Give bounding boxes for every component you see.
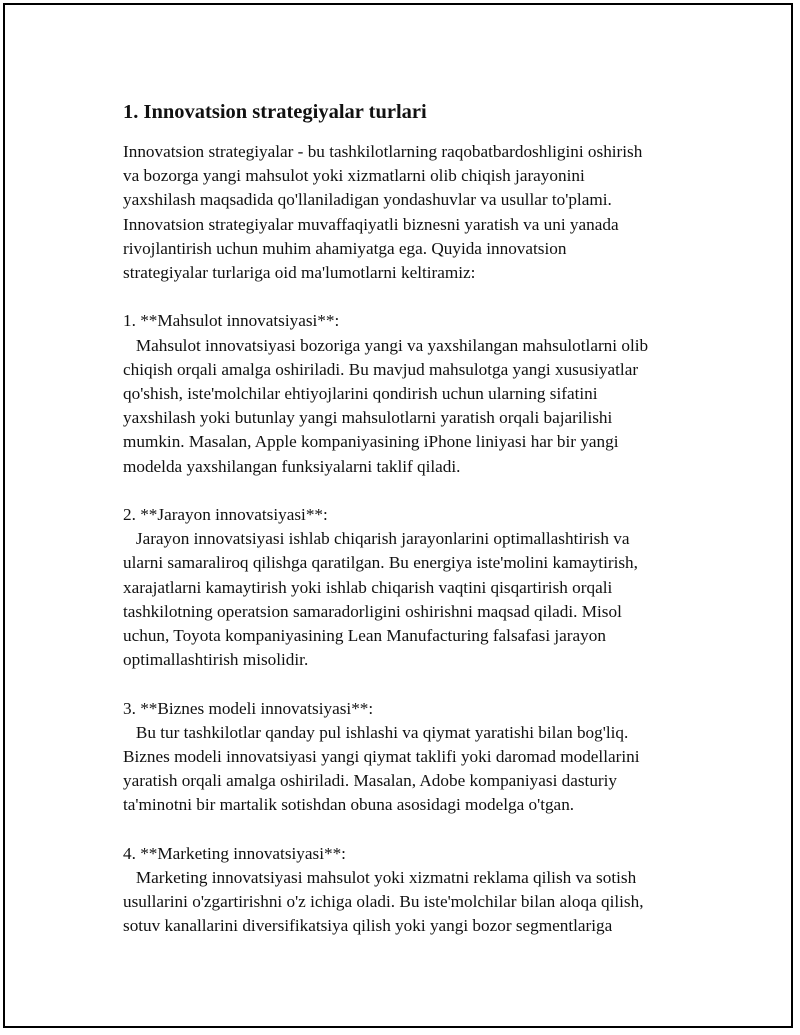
text-line: Bu tur tashkilotlar qanday pul ishlashi va qiymat yaratishi bilan bog'liq.: [123, 722, 629, 742]
text-line: strategiyalar turlariga oid ma'lumotlarni keltiramiz:: [123, 263, 476, 283]
text-line: tashkilotning operatsion samaradorligini oshirishni maqsad qiladi. Misol: [123, 601, 622, 621]
text-line: rivojlantirish uchun muhim ahamiyatga ega. Quyida innovatsion: [123, 238, 567, 258]
section-product-innovation: [123, 309, 713, 478]
section-heading: 4. **Marketing innovatsiyasi**:: [123, 843, 346, 863]
text-line: Marketing innovatsiyasi mahsulot yoki xizmatni reklama qilish va sotish: [123, 868, 637, 888]
text-line: Mahsulot innovatsiyasi bozoriga yangi va yaxshilangan mahsulotlarni olib: [123, 335, 649, 355]
intro-paragraph: [123, 140, 713, 285]
section-marketing-innovation: [123, 842, 713, 939]
text-line: usullarini o'zgartirishni o'z ichiga oladi. Bu iste'molchilar bilan aloqa qilish,: [123, 892, 644, 912]
text-line: chiqish orqali amalga oshiriladi. Bu mavjud mahsulotga yangi xususiyatlar: [123, 359, 639, 379]
page-frame: [3, 3, 793, 1028]
paragraph-spacer: [123, 672, 713, 696]
text-line: mumkin. Masalan, Apple kompaniyasining iPhone liniyasi har bir yangi: [123, 432, 619, 452]
paragraph-spacer: [123, 285, 713, 309]
text-line: yaratish orqali amalga oshiriladi. Masalan, Adobe kompaniyasi dasturiy: [123, 771, 618, 791]
document-title: 1. Innovatsion strategiyalar turlari: [123, 101, 427, 123]
text-line: yaxshilash yoki butunlay yangi mahsulotlarni yaratish orqali bajarilishi: [123, 408, 613, 428]
text-line: ularni samaraliroq qilishga qaratilgan. Bu energiya iste'molini kamaytirish,: [123, 553, 638, 573]
section-heading: 1. **Mahsulot innovatsiyasi**:: [123, 311, 340, 331]
text-line: modelda yaxshilangan funksiyalarni taklif qiladi.: [123, 456, 461, 476]
text-line: sotuv kanallarini diversifikatsiya qilish yoki yangi bozor segmentlariga: [123, 916, 613, 936]
paragraph-spacer: [123, 818, 713, 842]
text-line: qo'shish, iste'molchilar ehtiyojlarini qondirish uchun ularning sifatini: [123, 384, 598, 404]
document-body: [123, 98, 713, 939]
text-line: Innovatsion strategiyalar muvaffaqiyatli biznesni yaratish va uni yanada: [123, 214, 619, 234]
text-line: va bozorga yangi mahsulot yoki xizmatlarni olib chiqish jarayonini: [123, 166, 585, 186]
text-line: Biznes modeli innovatsiyasi yangi qiymat taklifi yoki daromad modellarini: [123, 747, 640, 767]
section-business-model-innovation: [123, 697, 713, 818]
section-heading: 2. **Jarayon innovatsiyasi**:: [123, 505, 328, 525]
text-line: Jarayon innovatsiyasi ishlab chiqarish jarayonlarini optimallashtirish va: [123, 529, 630, 549]
text-line: Innovatsion strategiyalar - bu tashkilotlarning raqobatbardoshligini oshirish: [123, 142, 643, 161]
text-line: yaxshilash maqsadida qo'llaniladigan yondashuvlar va usullar to'plami.: [123, 190, 612, 210]
section-process-innovation: [123, 503, 713, 672]
paragraph-spacer: [123, 479, 713, 503]
text-line: ta'minotni bir martalik sotishdan obuna asosidagi modelga o'tgan.: [123, 795, 575, 815]
text-line: xarajatlarni kamaytirish yoki ishlab chiqarish vaqtini qisqartirish orqali: [123, 577, 613, 597]
text-line: uchun, Toyota kompaniyasining Lean Manufacturing falsafasi jarayon: [123, 626, 606, 646]
section-heading: 3. **Biznes modeli innovatsiyasi**:: [123, 698, 374, 718]
text-line: optimallashtirish misolidir.: [123, 650, 309, 670]
